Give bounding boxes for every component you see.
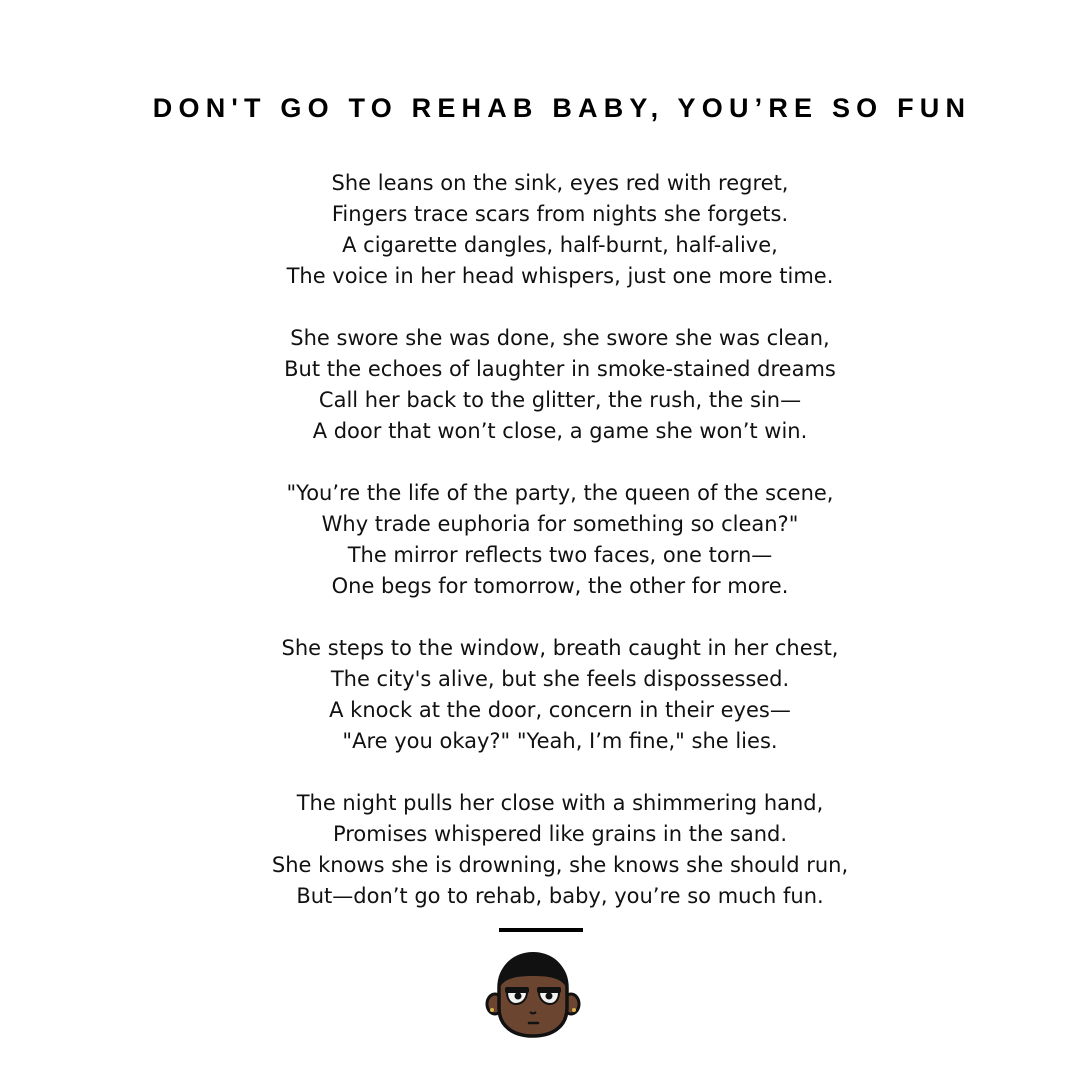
poem-line: A cigarette dangles, half-burnt, half-alive, bbox=[342, 233, 778, 257]
poem-line: But—don’t go to rehab, baby, you’re so much fun. bbox=[296, 884, 824, 908]
right-earring bbox=[572, 1008, 576, 1012]
right-pupil bbox=[546, 993, 553, 1000]
avatar-icon bbox=[483, 946, 583, 1040]
poem-line: Fingers trace scars from nights she forgets. bbox=[331, 202, 789, 226]
poem-line: A door that won’t close, a game she won’t win. bbox=[312, 419, 808, 443]
poem-line: She swore she was done, she swore she was clean, bbox=[290, 326, 830, 350]
poem-line: "Are you okay?" "Yeah, I’m fine," she lies. bbox=[342, 729, 778, 753]
poem-body bbox=[0, 168, 1080, 943]
poem-line: She steps to the window, breath caught in her chest, bbox=[281, 636, 839, 660]
poem-line: Why trade euphoria for something so clean?" bbox=[321, 512, 799, 536]
stanza bbox=[0, 168, 1080, 292]
poem-line: Call her back to the glitter, the rush, the sin— bbox=[318, 388, 802, 412]
poem-line: The voice in her head whispers, just one more time. bbox=[286, 264, 834, 288]
poem-line: Promises whispered like grains in the sand. bbox=[332, 822, 788, 846]
poem-line: The city's alive, but she feels dispossessed. bbox=[330, 667, 790, 691]
divider bbox=[499, 928, 583, 932]
poem-line: The night pulls her close with a shimmering hand, bbox=[296, 791, 824, 815]
poem-title: DON'T GO TO REHAB BABY, YOU’RE SO FUN bbox=[152, 93, 972, 123]
poem-line: But the echoes of laughter in smoke-stained dreams bbox=[284, 357, 836, 381]
right-eyelid bbox=[537, 987, 561, 993]
stanza bbox=[0, 478, 1080, 602]
poem-line: The mirror reflects two faces, one torn— bbox=[347, 543, 773, 567]
stanza bbox=[0, 633, 1080, 757]
left-earring bbox=[490, 1008, 494, 1012]
poem-line: A knock at the door, concern in their eyes— bbox=[329, 698, 791, 722]
stanza bbox=[0, 323, 1080, 447]
poem-line: She knows she is drowning, she knows she should run, bbox=[271, 853, 849, 877]
poem-line: One begs for tomorrow, the other for more. bbox=[331, 574, 789, 598]
poem-line: "You’re the life of the party, the queen of the scene, bbox=[286, 481, 834, 505]
left-pupil bbox=[515, 993, 522, 1000]
stanza bbox=[0, 788, 1080, 912]
left-eyelid bbox=[505, 987, 529, 993]
poem-line: She leans on the sink, eyes red with regret, bbox=[331, 171, 789, 195]
